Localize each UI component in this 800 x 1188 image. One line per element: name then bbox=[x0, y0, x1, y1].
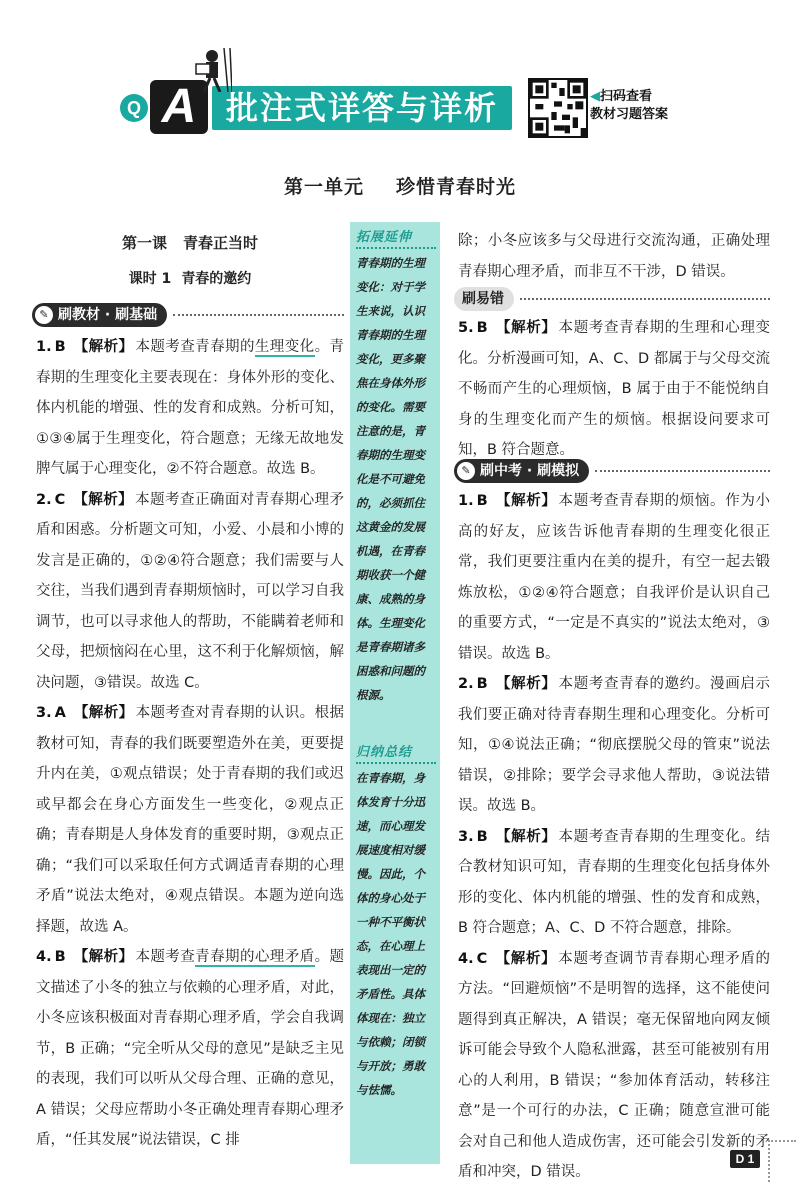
question-number: 2. bbox=[36, 491, 52, 508]
analysis-tag: 【解析】 bbox=[495, 828, 557, 845]
analysis-tag: 【解析】 bbox=[73, 491, 134, 508]
answer-item bbox=[458, 669, 770, 822]
answer-item bbox=[458, 944, 770, 1188]
divider bbox=[595, 470, 770, 472]
analysis-tag: 【解析】 bbox=[495, 320, 557, 336]
qr-note bbox=[590, 88, 700, 124]
lesson-name: 青春正当时 bbox=[183, 234, 259, 252]
answer-text: 本题考查青春期的烦恼。作为小高的好友，应该告诉他青春期的生理变化很正常，我们更要注重内在美的提升，有空一起去锻炼放松，①②④符合题意；自我评价是认识自己的重要方式，“一定是不真实的”说法太绝对，③错误。故选 B。 bbox=[458, 493, 771, 662]
sidebar-text-summary: 在青春期，身体发育十分迅速，而心理发展速度相对缓慢。因此，个体的身心处于一种不平衡状态，在心理上表现出一定的矛盾性。具体体现在：独立与依赖；闭锁与开放；勇敢与怯懦。 bbox=[356, 771, 425, 1097]
play-arrow-icon: ◀ bbox=[590, 89, 600, 104]
answer-text: 。题文描述了小冬的独立与依赖的心理矛盾，对此，小冬应该积极面对青春期心理矛盾，学会自我调节，B 正确；“完全听从父母的意见”是缺乏主见的表现，我们可以听从父母合理、正确的意见，A 错误；父母应帮助小冬正确处理青春期心理矛盾，“任其发展”说法错误，C 排 bbox=[36, 949, 345, 1148]
sub-lesson-title bbox=[40, 268, 340, 288]
answer-letter: A bbox=[54, 705, 66, 721]
unit-name: 珍惜青春时光 bbox=[396, 176, 517, 198]
answer-letter: C bbox=[54, 491, 66, 508]
answer-text: 本题考查青春的邀约。漫画启示我们要正确对待青春期生理和心理变化。分析可知，①④说法正确；“彻底摆脱父母的管束”说法错误，②排除；要学会寻求他人帮助，③说法错误。故选 B。 bbox=[458, 676, 771, 814]
question-number: 3. bbox=[36, 705, 52, 721]
section-basic-label: 刷教材 · 刷基础 bbox=[58, 307, 158, 323]
qr-note-line2: 教材习题答案 bbox=[590, 107, 669, 122]
reader-mascot-icon bbox=[190, 48, 232, 92]
unit-label: 第一单元 bbox=[283, 176, 364, 198]
answer-letter: B bbox=[476, 676, 488, 692]
section-exam bbox=[454, 458, 770, 484]
analysis-tag: 【解析】 bbox=[495, 950, 557, 967]
divider bbox=[520, 298, 770, 300]
exam-answer-list bbox=[458, 486, 770, 1188]
answer-text: 本题考查调节青春期心理矛盾的方法。“回避烦恼”不是明智的选择，这不能使问题得到真正解决，A 错误；毫无保留地向网友倾诉可能会导致个人隐私泄露，甚至可能被别有用心的人利用，B 错误；“参加体育活动，转移注意”是一个可行的办法，C 正确；随意宣泄可能会对自己和他人造成伤害，还可能会引发新的矛盾和冲突，D 错误。 bbox=[458, 950, 771, 1180]
unit-title bbox=[0, 172, 800, 199]
answer-text: 本题考查正确面对青春期心理矛盾和困惑。分析题文可知，小爱、小晨和小博的发言是正确的，①②④符合题意；我们需要与人交往，当我们遇到青春期烦恼时，可以学习自我调节，也可以寻求他人的帮助，不能瞒着老师和父母，把烦恼闷在心里，这不利于化解烦恼，解决问题，③错误。故选 C。 bbox=[36, 491, 345, 691]
answer-text: 本题考查青春期的生理变化。结合教材知识可知，青春期的生理变化包括身体外形的变化、体内机能的增强、性的发育和成熟，B 符合题意；A、C、D 不符合题意，排除。 bbox=[458, 828, 771, 936]
lesson-title bbox=[40, 232, 340, 253]
answer-text: 本题考查 bbox=[135, 949, 196, 965]
analysis-tag: 【解析】 bbox=[73, 949, 134, 965]
answer-letter: B bbox=[54, 949, 66, 965]
highlight-text: 青春期的心理矛盾 bbox=[195, 949, 315, 965]
header-banner bbox=[120, 80, 520, 138]
a-badge: A bbox=[150, 80, 208, 134]
answer-item bbox=[36, 332, 344, 485]
question-number: 5. bbox=[458, 320, 474, 336]
answer-item bbox=[458, 822, 770, 944]
question-number: 1. bbox=[458, 493, 474, 509]
page-number: D 1 bbox=[730, 1150, 760, 1168]
right-continuation: 除；小冬应该多与父母进行交流沟通，正确处理青春期心理矛盾，而非互不干涉，D 错误。 bbox=[458, 233, 770, 280]
answer-item bbox=[458, 486, 770, 669]
question-number: 2. bbox=[458, 676, 474, 692]
question-number: 4. bbox=[36, 949, 52, 965]
lesson-label: 第一课 bbox=[121, 234, 167, 252]
answer-item bbox=[458, 313, 770, 466]
analysis-tag: 【解析】 bbox=[73, 705, 134, 721]
brush-icon: ✎ bbox=[457, 462, 475, 480]
answer-item bbox=[36, 942, 344, 1156]
banner-title: 批注式详答与详析 bbox=[212, 86, 512, 130]
sidebar-heading-extension: 拓展延伸 bbox=[356, 226, 436, 249]
question-number: 1. bbox=[36, 339, 52, 355]
section-mistake bbox=[454, 286, 770, 312]
analysis-tag: 【解析】 bbox=[495, 676, 557, 692]
sidebar-text-extension: 青春期的生理变化：对于学生来说，认识青春期的生理变化，更多聚焦在身体外形的变化。需要注意的是，青春期的生理变化是不可避免的，必须抓住这黄金的发展机遇，在青春期收获一个健康、成熟的身体。生理变化是青春期诸多困惑和问题的根源。 bbox=[356, 256, 425, 702]
sub-lesson-name: 青春的邀约 bbox=[181, 271, 252, 287]
answer-text: 本题考查青春期的 bbox=[135, 339, 255, 355]
section-exam-label: 刷中考 · 刷模拟 bbox=[480, 463, 580, 479]
q-badge: Q bbox=[120, 94, 148, 122]
answer-item bbox=[36, 698, 344, 942]
answer-text: 。青春期的生理变化主要表现在：身体外形的变化、体内机能的增强、性的发育和成熟。分析可知，①③④属于生理变化，符合题意；无缘无故地发脾气属于心理变化，②不符合题意。故选 B。 bbox=[36, 339, 345, 477]
answer-letter: B bbox=[476, 320, 488, 336]
analysis-tag: 【解析】 bbox=[73, 339, 134, 355]
answer-letter: B bbox=[54, 339, 66, 355]
sub-lesson-label: 课时 1 bbox=[128, 271, 172, 287]
qr-note-line1: 扫码查看 bbox=[600, 89, 653, 104]
annotation-sidebar bbox=[350, 222, 440, 1164]
mistake-answer-list bbox=[458, 313, 770, 466]
sidebar-heading-summary: 归纳总结 bbox=[356, 741, 436, 764]
answer-letter: B bbox=[476, 493, 488, 509]
answer-letter: B bbox=[476, 828, 488, 845]
section-basic bbox=[32, 302, 344, 328]
brush-icon: ✎ bbox=[35, 306, 53, 324]
analysis-tag: 【解析】 bbox=[495, 493, 557, 509]
answer-item bbox=[36, 485, 344, 699]
qr-code-icon[interactable] bbox=[528, 78, 588, 138]
corner-decoration bbox=[768, 1140, 796, 1182]
question-number: 3. bbox=[458, 828, 474, 845]
question-number: 4. bbox=[458, 950, 474, 967]
highlight-text: 生理变化 bbox=[254, 339, 315, 355]
answer-letter: C bbox=[476, 950, 488, 967]
answer-text: 本题考查青春期的生理和心理变化。分析漫画可知，A、C、D 都属于与父母交流不畅而产生的心理烦恼，B 属于由于不能悦纳自身的生理变化而产生的烦恼。根据设问要求可知，B 符合题意。 bbox=[458, 320, 771, 458]
section-mistake-label: 刷易错 bbox=[462, 291, 504, 307]
divider bbox=[173, 314, 344, 316]
left-answer-list bbox=[36, 332, 344, 1156]
answer-text: 本题考查对青春期的认识。根据教材可知，青春的我们既要塑造外在美，更要提升内在美，①观点错误；处于青春期的我们或迟或早都会在身心方面发生一些变化，②观点正确；青春期是人身体发育的重要时期，③观点正确；“我们可以采取任何方式调适青春期的心理矛盾”说法太绝对，④观点错误。本题为逆向选择题，故选 A。 bbox=[36, 705, 345, 935]
